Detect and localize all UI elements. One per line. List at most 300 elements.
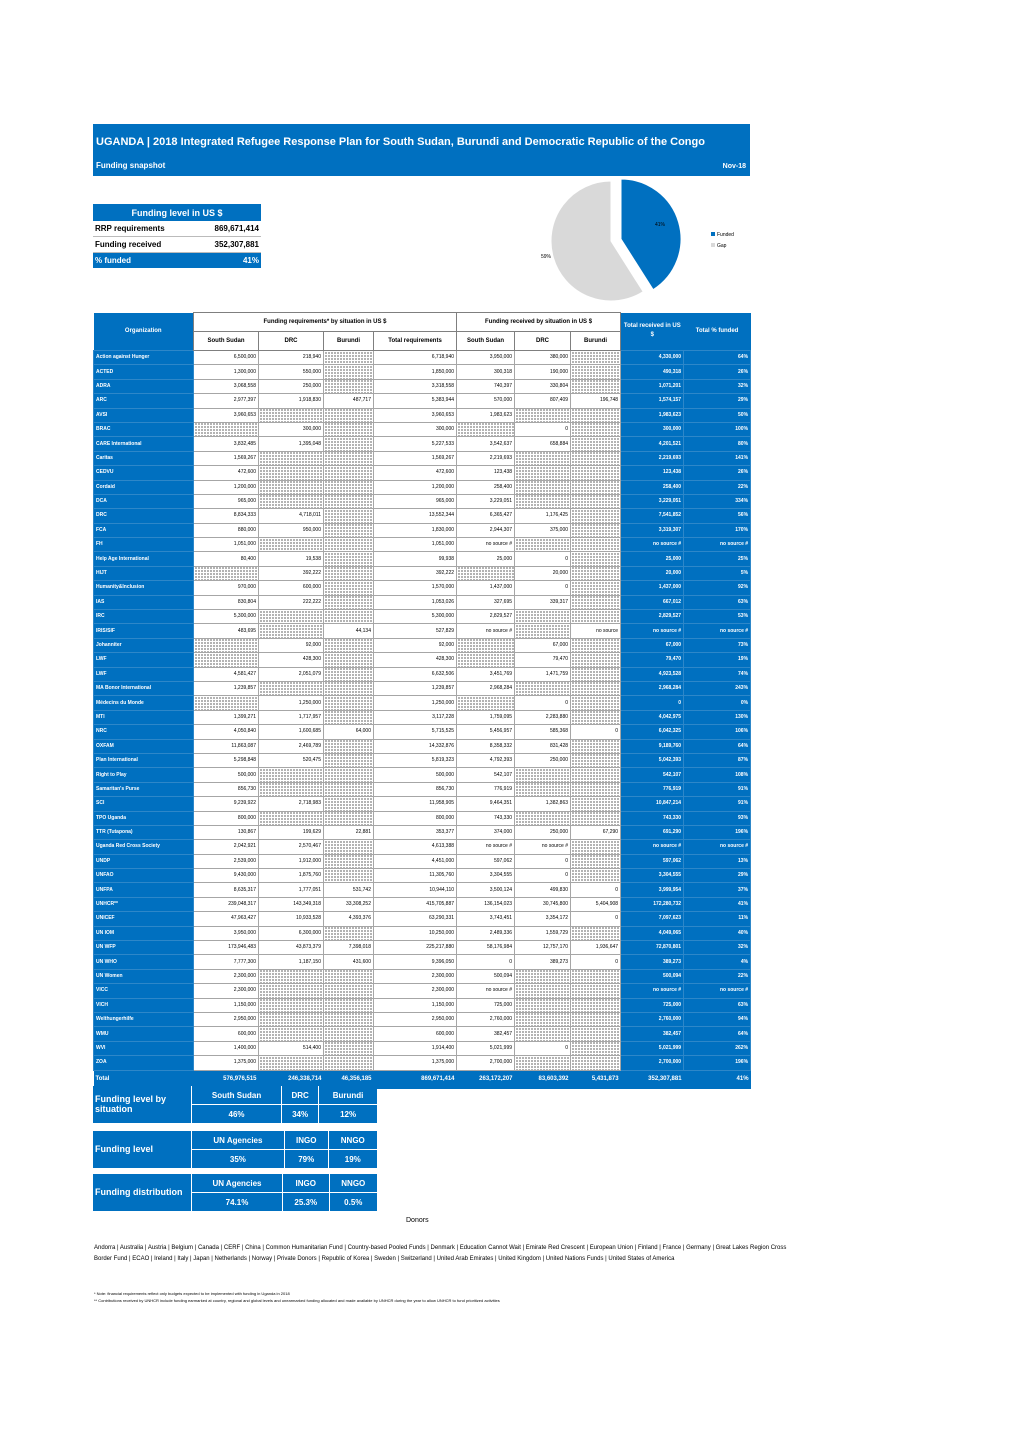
table-cell (571, 437, 621, 451)
table-cell: 1,399,271 (194, 710, 259, 724)
table-cell (324, 681, 374, 695)
table-cell: 141% (684, 451, 751, 465)
table-cell: 250,000 (515, 753, 571, 767)
table-cell (324, 494, 374, 508)
table-row (94, 782, 751, 796)
table-cell: 11% (684, 912, 751, 926)
table-cell: 415,705,887 (374, 897, 457, 911)
table-cell (571, 351, 621, 365)
table-cell (457, 566, 515, 580)
footnote: ** Contributions received by UNHCR include funding earmarked at country, regional and global levels and unearmarked funding allocated and made available by UNHCR during the year to allow UNHCR to fund prioritized activities (94, 1298, 500, 1303)
table-cell: 99,938 (374, 552, 457, 566)
table-cell: 600,000 (259, 581, 324, 595)
table-row (94, 955, 751, 969)
table-cell: 143,349,318 (259, 897, 324, 911)
table-row (94, 883, 751, 897)
table-cell: 5,383,944 (374, 394, 457, 408)
table-cell: 0 (515, 581, 571, 595)
table-cell: 4,050,840 (194, 725, 259, 739)
table-cell: 29% (684, 394, 751, 408)
table-cell: 40% (684, 926, 751, 940)
table-cell: 0 (515, 854, 571, 868)
table-cell: 37% (684, 883, 751, 897)
table-cell: 2,950,000 (374, 1012, 457, 1026)
table-cell (324, 926, 374, 940)
table-cell (571, 494, 621, 508)
table-cell: 527,829 (374, 624, 457, 638)
table-cell (571, 710, 621, 724)
table-cell (324, 667, 374, 681)
table-cell: 1,176,425 (515, 509, 571, 523)
mini-value: 46% (192, 1105, 282, 1124)
table-cell: 6,500,000 (194, 351, 259, 365)
table-cell: 123,438 (621, 466, 684, 480)
table-cell: no source # (457, 984, 515, 998)
table-cell: 1,200,000 (374, 480, 457, 494)
mini-col: DRC (282, 1086, 319, 1105)
table-cell (324, 696, 374, 710)
table-cell: 2,300,000 (194, 984, 259, 998)
table-cell: 490,318 (621, 365, 684, 379)
funded-value: 41% (194, 253, 261, 269)
table-cell: 514,400 (259, 1041, 324, 1055)
table-row (94, 811, 751, 825)
table-cell (571, 581, 621, 595)
pie-label-funded: 41% (654, 222, 666, 228)
table-cell: 856,730 (194, 782, 259, 796)
table-cell: 389,273 (621, 955, 684, 969)
table-cell: 2,950,000 (194, 1012, 259, 1026)
table-row (94, 768, 751, 782)
table-row (94, 610, 751, 624)
mini-col: NNGO (329, 1174, 377, 1193)
table-row (94, 854, 751, 868)
table-cell (457, 422, 515, 436)
table-cell (324, 854, 374, 868)
legend-label: Funded (717, 232, 734, 238)
org-name: UN Women (94, 969, 194, 983)
org-name: UNHCR** (94, 897, 194, 911)
table-cell: 1,570,000 (374, 581, 457, 595)
table-cell: 1,983,623 (457, 408, 515, 422)
table-cell (324, 739, 374, 753)
table-cell (259, 1056, 324, 1070)
org-name: Right to Play (94, 768, 194, 782)
table-cell: 12,757,170 (515, 941, 571, 955)
table-cell: 500,094 (621, 969, 684, 983)
table-cell: 4,042,975 (621, 710, 684, 724)
table-cell: 5,021,999 (457, 1041, 515, 1055)
table-cell: 1,850,000 (374, 365, 457, 379)
funding-by-situation-table (93, 1086, 377, 1124)
table-cell: 3,319,307 (621, 523, 684, 537)
table-cell: 2,051,079 (259, 667, 324, 681)
table-cell: 1,437,000 (621, 581, 684, 595)
table-cell: 542,107 (457, 768, 515, 782)
table-cell: 2,539,000 (194, 854, 259, 868)
table-cell: 1,051,000 (374, 538, 457, 552)
table-row (94, 753, 751, 767)
table-cell: 300,000 (374, 422, 457, 436)
table-cell: 170% (684, 523, 751, 537)
table-cell (324, 422, 374, 436)
table-row (94, 466, 751, 480)
table-cell (571, 681, 621, 695)
table-cell: 1,600,685 (259, 725, 324, 739)
table-cell: 190,000 (515, 365, 571, 379)
pie-label-gap: 59% (540, 254, 552, 260)
mini-value: 35% (192, 1150, 285, 1169)
table-cell: 691,290 (621, 825, 684, 839)
table-cell: 725,000 (621, 998, 684, 1012)
table-cell: 79,470 (515, 653, 571, 667)
table-cell: no source # (621, 538, 684, 552)
legend-label: Gap (717, 243, 727, 249)
table-cell: 1,569,267 (374, 451, 457, 465)
table-cell (324, 538, 374, 552)
table-cell (324, 466, 374, 480)
table-cell: 29% (684, 869, 751, 883)
table-cell: 0 (571, 725, 621, 739)
table-cell: 43,873,379 (259, 941, 324, 955)
total-label: Total (94, 1070, 194, 1089)
table-cell (571, 365, 621, 379)
table-cell: 500,094 (457, 969, 515, 983)
table-cell: no source # (621, 984, 684, 998)
table-cell (324, 969, 374, 983)
table-cell: 856,730 (374, 782, 457, 796)
mini-col: UN Agencies (192, 1131, 285, 1150)
table-cell: 243% (684, 681, 751, 695)
table-row (94, 422, 751, 436)
table-cell: 5,300,000 (194, 610, 259, 624)
table-row (94, 552, 751, 566)
org-name: WVI (94, 1041, 194, 1055)
summary-value: 352,307,881 (194, 237, 261, 253)
table-cell: 58,176,984 (457, 941, 515, 955)
table-cell: 64% (684, 739, 751, 753)
org-name: AVSI (94, 408, 194, 422)
table-cell (324, 566, 374, 580)
table-cell (571, 768, 621, 782)
table-cell: 725,000 (457, 998, 515, 1012)
table-cell: 330,804 (515, 379, 571, 393)
table-row (94, 984, 751, 998)
table-cell (457, 653, 515, 667)
table-cell (259, 451, 324, 465)
table-cell: 300,000 (259, 422, 324, 436)
table-cell (515, 969, 571, 983)
table-cell: 262% (684, 1041, 751, 1055)
table-cell: 0 (571, 912, 621, 926)
table-cell: 11,863,087 (194, 739, 259, 753)
table-cell: 50% (684, 408, 751, 422)
table-cell: no source # (457, 840, 515, 854)
table-cell: 2,829,527 (457, 610, 515, 624)
table-cell: 3,229,051 (457, 494, 515, 508)
table-cell: 3,451,769 (457, 667, 515, 681)
summary-label: Funding received (93, 237, 194, 253)
table-cell: 72,870,801 (621, 941, 684, 955)
org-name: CARE International (94, 437, 194, 451)
org-name: CEDVU (94, 466, 194, 480)
table-row (94, 926, 751, 940)
table-cell (571, 595, 621, 609)
table-cell (259, 998, 324, 1012)
table-cell (571, 984, 621, 998)
table-cell (259, 494, 324, 508)
org-name: Plan International (94, 753, 194, 767)
table-cell (515, 811, 571, 825)
table-cell: 950,000 (259, 523, 324, 537)
table-cell: 1,912,000 (259, 854, 324, 868)
table-cell: 776,919 (457, 782, 515, 796)
table-cell: 44,134 (324, 624, 374, 638)
footnote: * Note: financial requirements reflect only budgets expected to be implemented with funding in Uganda in 2018 (94, 1291, 290, 1296)
table-cell: 1,936,647 (571, 941, 621, 955)
table-cell (324, 811, 374, 825)
table-cell: 3,304,555 (457, 869, 515, 883)
col-organization: Organization (94, 313, 194, 351)
table-cell: no source # (457, 538, 515, 552)
table-cell (571, 998, 621, 1012)
table-cell (324, 581, 374, 595)
table-cell (515, 451, 571, 465)
table-cell: 1,559,729 (515, 926, 571, 940)
table-cell: 3,500,124 (457, 883, 515, 897)
funded-label: % funded (93, 253, 194, 269)
org-name: HIJT (94, 566, 194, 580)
table-cell: 9,464,351 (457, 797, 515, 811)
table-cell (571, 422, 621, 436)
mini-col: South Sudan (192, 1086, 282, 1105)
table-cell: 3,743,451 (457, 912, 515, 926)
table-cell: 353,377 (374, 825, 457, 839)
table-cell (324, 984, 374, 998)
table-cell (571, 1056, 621, 1070)
table-cell (515, 1027, 571, 1041)
org-name: LWF (94, 667, 194, 681)
org-name: Action against Hunger (94, 351, 194, 365)
table-cell: 26% (684, 365, 751, 379)
col-total-requirements: Total requirements (374, 332, 457, 351)
table-cell (571, 782, 621, 796)
funding-by-agency-table (93, 1131, 377, 1169)
table-cell (324, 869, 374, 883)
table-cell (324, 1012, 374, 1026)
table-cell: 1,777,051 (259, 883, 324, 897)
table-cell: 13% (684, 854, 751, 868)
table-cell (515, 998, 571, 1012)
table-cell: 100% (684, 422, 751, 436)
col-group-received: Funding received by situation in US $ (457, 313, 621, 332)
table-cell: 250,000 (259, 379, 324, 393)
table-row (94, 638, 751, 652)
org-name: NRC (94, 725, 194, 739)
org-name: Cordaid (94, 480, 194, 494)
org-name: DCA (94, 494, 194, 508)
table-cell: 0 (571, 955, 621, 969)
table-cell (571, 854, 621, 868)
org-name: LWF (94, 653, 194, 667)
col-total-received: Total received in US $ (621, 313, 684, 351)
org-name: UNICEF (94, 912, 194, 926)
legend-swatch-funded (711, 232, 715, 236)
legend-item-gap (711, 241, 734, 252)
table-cell: 250,000 (515, 825, 571, 839)
mini-col: Burundi (319, 1086, 377, 1105)
table-cell (324, 480, 374, 494)
org-name: VICC (94, 984, 194, 998)
table-row (94, 566, 751, 580)
col-req-drc: DRC (259, 332, 324, 351)
table-cell: 1,759,095 (457, 710, 515, 724)
summary-row (93, 221, 261, 237)
table-cell: 25,000 (621, 552, 684, 566)
table-cell: 520,475 (259, 753, 324, 767)
table-cell: 1,150,000 (194, 998, 259, 1012)
table-cell: 4,613,388 (374, 840, 457, 854)
table-cell (259, 681, 324, 695)
table-cell (571, 969, 621, 983)
table-cell (515, 1012, 571, 1026)
table-row (94, 523, 751, 537)
table-cell: 3,229,051 (621, 494, 684, 508)
table-cell: 300,000 (621, 422, 684, 436)
table-cell: 4,581,427 (194, 667, 259, 681)
table-cell: 965,000 (374, 494, 457, 508)
table-cell: 1,239,857 (374, 681, 457, 695)
table-cell: no source (571, 624, 621, 638)
table-cell: 7,777,300 (194, 955, 259, 969)
org-name: MTI (94, 710, 194, 724)
table-row (94, 1027, 751, 1041)
table-cell: no source # (684, 984, 751, 998)
table-cell: 1,914,400 (374, 1041, 457, 1055)
table-cell: 2,968,284 (457, 681, 515, 695)
table-cell: 4,330,000 (621, 351, 684, 365)
mini-value: 34% (282, 1105, 319, 1124)
table-cell: 93% (684, 811, 751, 825)
table-row (94, 494, 751, 508)
table-cell: 743,330 (457, 811, 515, 825)
mini-col: UN Agencies (192, 1174, 283, 1193)
table-cell: 531,742 (324, 883, 374, 897)
org-name: Johanniter (94, 638, 194, 652)
table-cell: 382,457 (621, 1027, 684, 1041)
org-name: UNFAO (94, 869, 194, 883)
table-cell: 258,400 (621, 480, 684, 494)
table-cell: 80,400 (194, 552, 259, 566)
table-cell: 472,600 (374, 466, 457, 480)
table-cell (324, 451, 374, 465)
table-cell: 9,430,000 (194, 869, 259, 883)
table-cell: 30,745,800 (515, 897, 571, 911)
table-row (94, 897, 751, 911)
table-row (94, 1041, 751, 1055)
table-cell: 3,960,653 (374, 408, 457, 422)
table-cell: 2,283,880 (515, 710, 571, 724)
table-cell: 22% (684, 480, 751, 494)
table-cell: 1,471,759 (515, 667, 571, 681)
org-name: Caritas (94, 451, 194, 465)
table-cell (571, 638, 621, 652)
table-cell: 5% (684, 566, 751, 580)
table-cell (515, 624, 571, 638)
report-banner (93, 124, 750, 176)
table-cell: 4,451,000 (374, 854, 457, 868)
table-row (94, 941, 751, 955)
table-cell: 1,239,857 (194, 681, 259, 695)
table-cell (259, 969, 324, 983)
mini-col: NNGO (328, 1131, 377, 1150)
mini-value: 25.3% (282, 1193, 329, 1212)
table-cell (571, 451, 621, 465)
table-cell: 7,541,852 (621, 509, 684, 523)
table-cell: 5,021,999 (621, 1041, 684, 1055)
table-cell: 19,538 (259, 552, 324, 566)
table-cell (324, 523, 374, 537)
table-cell: no source # (684, 624, 751, 638)
table-cell: 6,365,427 (457, 509, 515, 523)
table-cell: 4% (684, 955, 751, 969)
table-cell (259, 408, 324, 422)
table-cell: 63% (684, 998, 751, 1012)
table-row (94, 480, 751, 494)
table-cell: 258,400 (457, 480, 515, 494)
table-cell: 108% (684, 768, 751, 782)
col-total-funded: Total % funded (684, 313, 751, 351)
table-cell: 91% (684, 797, 751, 811)
table-cell: 327,695 (457, 595, 515, 609)
table-cell (571, 1041, 621, 1055)
table-row (94, 1012, 751, 1026)
table-cell: 0 (457, 955, 515, 969)
table-cell: 8,834,333 (194, 509, 259, 523)
table-cell (324, 1056, 374, 1070)
table-cell: 64,000 (324, 725, 374, 739)
mini-col: INGO (284, 1131, 328, 1150)
table-cell: 9,396,050 (374, 955, 457, 969)
table-cell: 32% (684, 379, 751, 393)
table-cell: 20,000 (621, 566, 684, 580)
table-cell: 2,760,000 (621, 1012, 684, 1026)
table-cell: 8,358,332 (457, 739, 515, 753)
table-cell: 11,305,760 (374, 869, 457, 883)
table-row (94, 595, 751, 609)
table-cell: 8,635,317 (194, 883, 259, 897)
table-cell (194, 422, 259, 436)
org-name: UNDP (94, 854, 194, 868)
summary-funded-row (93, 253, 261, 269)
table-cell: 67,290 (571, 825, 621, 839)
table-cell: 6,300,000 (259, 926, 324, 940)
table-cell: 375,000 (515, 523, 571, 537)
org-name: Médecins du Monde (94, 696, 194, 710)
table-cell (515, 1056, 571, 1070)
table-cell: 87% (684, 753, 751, 767)
table-cell: 47,963,427 (194, 912, 259, 926)
table-cell: 2,300,000 (374, 984, 457, 998)
table-cell (571, 797, 621, 811)
table-cell: 25% (684, 552, 751, 566)
table-cell: 0 (571, 883, 621, 897)
table-cell: 5,227,533 (374, 437, 457, 451)
table-cell: 2,300,000 (374, 969, 457, 983)
table-row (94, 825, 751, 839)
table-cell: 9,189,760 (621, 739, 684, 753)
report-title: UGANDA | 2018 Integrated Refugee Response Plan for South Sudan, Burundi and Democratic Republic of the Congo (96, 136, 705, 148)
